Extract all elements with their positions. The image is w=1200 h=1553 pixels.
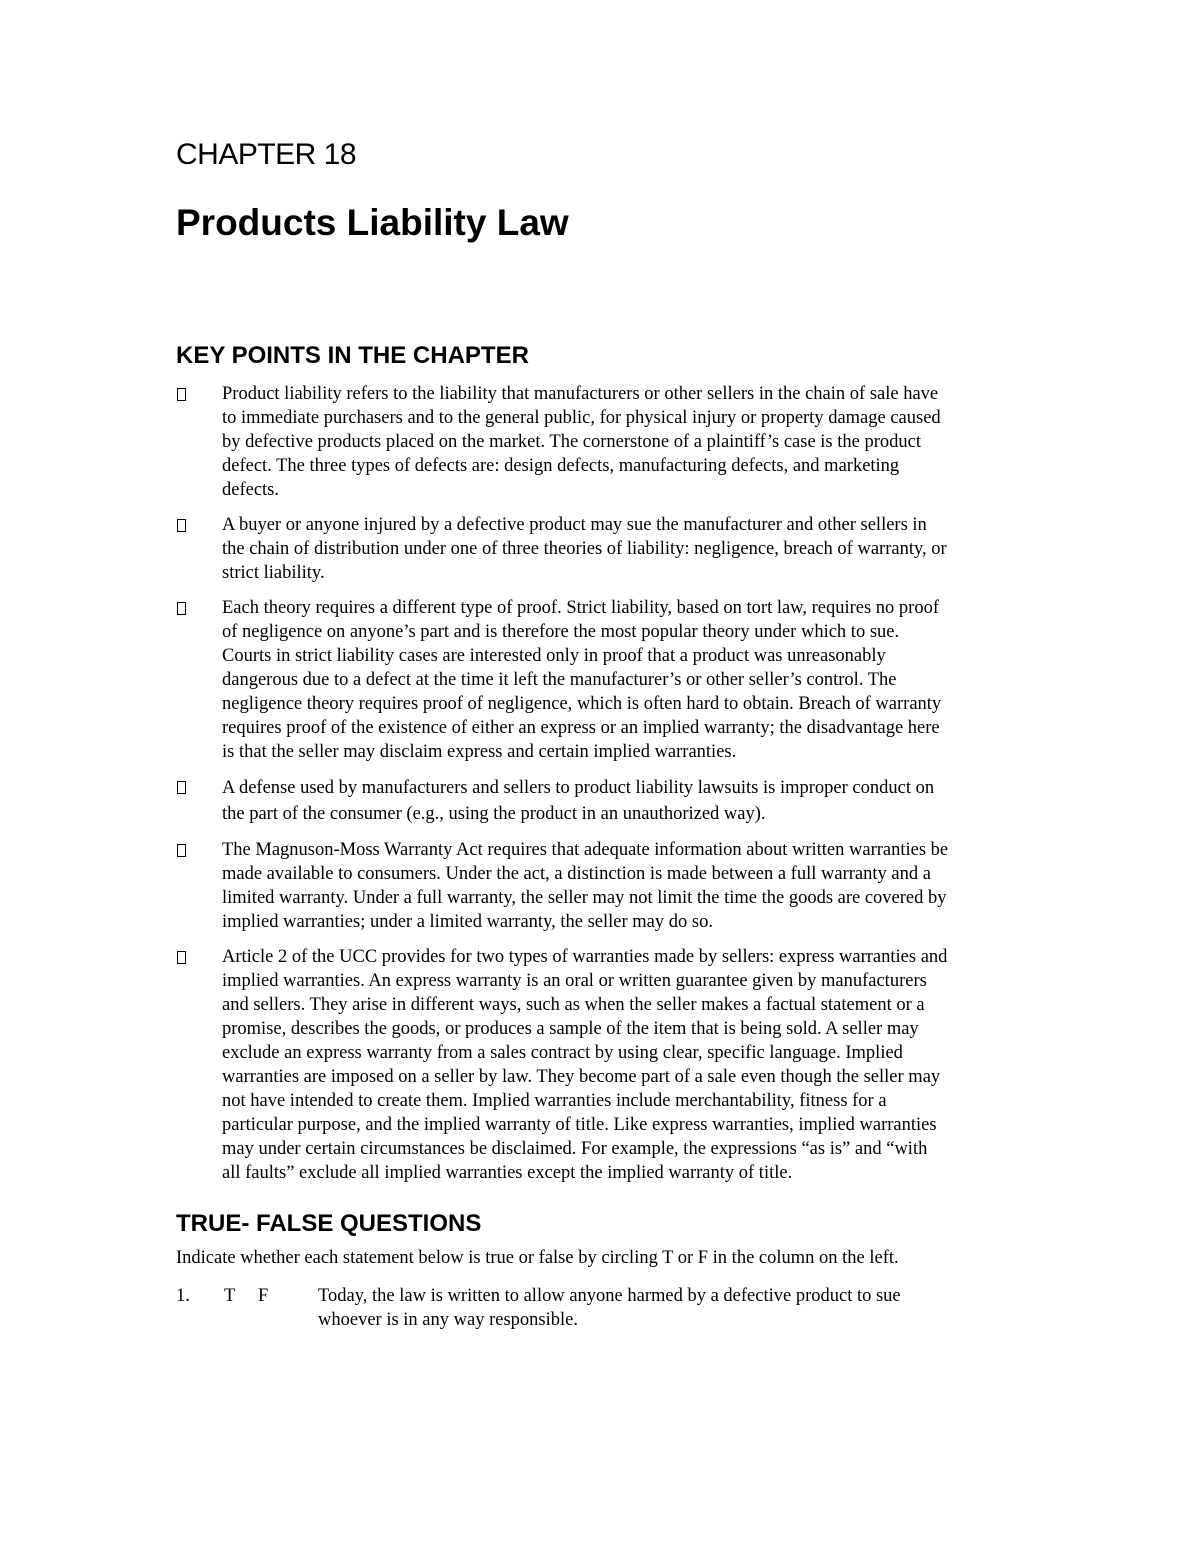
key-point-line: to immediate purchasers and to the general public, for physical injury or property damage caused — [222, 408, 941, 428]
square-bullet-icon — [177, 781, 186, 794]
key-point-line: requires proof of the existence of either an express or an implied warranty; the disadvantage here — [222, 718, 940, 738]
key-point-line: and sellers. They arise in different ways, such as when the seller makes a factual statement or a — [222, 995, 925, 1015]
key-point-line: the chain of distribution under one of three theories of liability: negligence, breach of warranty, or — [222, 539, 947, 559]
square-bullet-icon — [177, 844, 186, 857]
key-point-line: implied warranties; under a limited warranty, the seller may do so. — [222, 912, 713, 932]
question-number: 1. — [176, 1286, 190, 1306]
key-point-item — [176, 596, 1106, 764]
key-point-line: promise, describes the goods, or produces a sample of the item that is being sold. A seller may — [222, 1019, 919, 1039]
key-point-line: Each theory requires a different type of proof. Strict liability, based on tort law, requires no proof — [222, 598, 939, 618]
key-point-line: all faults” exclude all implied warranties except the implied warranty of title. — [222, 1163, 793, 1183]
key-point-line: strict liability. — [222, 563, 325, 583]
key-point-line: negligence theory requires proof of negligence, which is often hard to obtain. Breach of warranty — [222, 694, 942, 714]
false-option[interactable]: F — [258, 1286, 269, 1306]
key-point-line: not have intended to create them. Implied warranties include merchantability, fitness for a — [222, 1091, 887, 1111]
key-point-item — [176, 838, 1106, 934]
key-point-line: Courts in strict liability cases are interested only in proof that a product was unreasonably — [222, 646, 886, 666]
question-line: whoever is in any way responsible. — [318, 1310, 578, 1330]
key-point-line: exclude an express warranty from a sales contract by using clear, specific language. Implied — [222, 1043, 903, 1063]
square-bullet-icon — [177, 602, 186, 615]
true-option[interactable]: T — [224, 1286, 236, 1306]
square-bullet-icon — [177, 951, 186, 964]
question-text — [318, 1284, 1108, 1332]
key-point-item — [176, 775, 1106, 827]
key-point-line: The Magnuson-Moss Warranty Act requires that adequate information about written warranties be — [222, 840, 949, 860]
key-point-line: by defective products placed on the market. The cornerstone of a plaintiff’s case is the product — [222, 432, 921, 452]
key-point-line: of negligence on anyone’s part and is therefore the most popular theory under which to sue. — [222, 622, 900, 642]
key-points-list — [176, 382, 1106, 1196]
chapter-label: CHAPTER 18 — [176, 138, 357, 171]
key-point-line: the part of the consumer (e.g., using the product in an unauthorized way). — [222, 804, 766, 824]
key-point-line: Product liability refers to the liability that manufacturers or other sellers in the chain of sale have — [222, 384, 939, 404]
chapter-title: Products Liability Law — [176, 202, 569, 243]
key-points-heading: KEY POINTS IN THE CHAPTER — [176, 342, 529, 369]
key-point-line: limited warranty. Under a full warranty, the seller may not limit the time the goods are covered by — [222, 888, 947, 908]
true-false-heading: TRUE- FALSE QUESTIONS — [176, 1210, 482, 1237]
key-point-line: Article 2 of the UCC provides for two types of warranties made by sellers: express warranties and — [222, 947, 948, 967]
key-point-line: warranties are imposed on a seller by law. They become part of a sale even though the seller may — [222, 1067, 941, 1087]
key-point-item — [176, 513, 1106, 585]
key-point-item — [176, 945, 1106, 1185]
key-point-line: A defense used by manufacturers and sellers to product liability lawsuits is improper conduct on — [222, 778, 935, 798]
true-false-instructions: Indicate whether each statement below is true or false by circling T or F in the column on the left. — [176, 1248, 899, 1268]
square-bullet-icon — [177, 388, 186, 401]
key-point-line: may under certain circumstances be disclaimed. For example, the expressions “as is” and “with — [222, 1139, 928, 1159]
key-point-line: defects. — [222, 480, 280, 500]
question-line: Today, the law is written to allow anyone harmed by a defective product to sue — [318, 1286, 901, 1306]
square-bullet-icon — [177, 519, 186, 532]
key-point-item — [176, 382, 1106, 502]
key-point-line: dangerous due to a defect at the time it left the manufacturer’s or other seller’s control. The — [222, 670, 897, 690]
key-point-line: particular purpose, and the implied warranty of title. Like express warranties, implied warranties — [222, 1115, 937, 1135]
key-point-line: defect. The three types of defects are: design defects, manufacturing defects, and marketing — [222, 456, 900, 476]
key-point-line: A buyer or anyone injured by a defective product may sue the manufacturer and other sellers in — [222, 515, 927, 535]
key-point-line: made available to consumers. Under the act, a distinction is made between a full warranty and a — [222, 864, 931, 884]
key-point-line: implied warranties. An express warranty is an oral or written guarantee given by manufacturers — [222, 971, 927, 991]
key-point-line: is that the seller may disclaim express and certain implied warranties. — [222, 742, 737, 762]
